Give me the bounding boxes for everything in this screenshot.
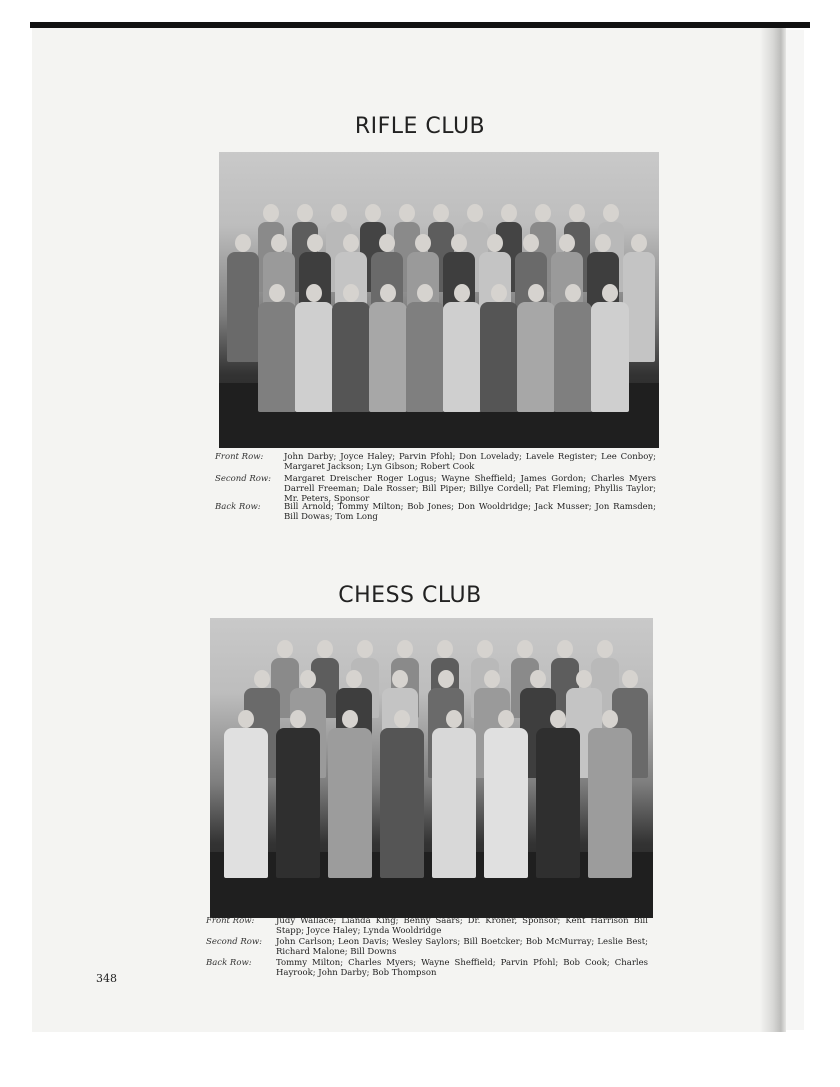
person-silhouette [332, 302, 370, 412]
person-head [550, 710, 566, 728]
person-head [269, 284, 285, 302]
rifle-front-row-names: John Darby; Joyce Haley; Parvin Pfohl; Don Lovelady; Lavele Register; Lee Conboy; Margaret Jackson; Lyn Gibson; Robert Cook [284, 452, 656, 472]
chess-club-title: CHESS CLUB [338, 583, 482, 608]
person-head [557, 640, 573, 658]
person-head [357, 640, 373, 658]
person-head [343, 234, 359, 252]
person-head [394, 710, 410, 728]
person-silhouette [328, 728, 372, 878]
person-head [491, 284, 507, 302]
person-head [306, 284, 322, 302]
person-silhouette [554, 302, 592, 412]
person-head [569, 204, 585, 222]
person-silhouette [406, 302, 444, 412]
person-silhouette [443, 302, 481, 412]
person-head [631, 234, 647, 252]
chess-back-row-label: Back Row: [206, 958, 252, 968]
person-head [438, 670, 454, 688]
person-head [397, 640, 413, 658]
person-head [235, 234, 251, 252]
rifle-club-title: RIFLE CLUB [354, 114, 486, 139]
person-head [254, 670, 270, 688]
person-head [263, 204, 279, 222]
person-head [559, 234, 575, 252]
chess-second-row-names: John Carlson; Leon Davis; Wesley Saylors; Bill Boetcker; Bob McMurray; Leslie Best; Richard Malone; Bill Downs [276, 937, 648, 957]
person-head [380, 284, 396, 302]
person-head [603, 204, 619, 222]
person-head [300, 670, 316, 688]
rifle-back-row-label: Back Row: [215, 502, 261, 512]
chess-second-row-label: Second Row: [206, 937, 263, 947]
person-head [331, 204, 347, 222]
person-head [392, 670, 408, 688]
person-silhouette [517, 302, 555, 412]
person-head [535, 204, 551, 222]
book-spine-shadow [760, 28, 786, 1032]
person-head [530, 670, 546, 688]
person-silhouette [432, 728, 476, 878]
chess-front-row-names: Judy Wallace; Lianda King; Benny Saars; Dr. Kroner, Sponsor; Kent Harrison Bill Stapp; Joyce Haley; Lynda Wooldridge [276, 916, 648, 936]
person-head [343, 284, 359, 302]
person-silhouette [276, 728, 320, 878]
person-head [602, 710, 618, 728]
person-silhouette [295, 302, 333, 412]
rifle-back-row-names: Bill Arnold; Tommy Milton; Bob Jones; Don Wooldridge; Jack Musser; Jon Ramsden; Bill Dowas; Tom Long [284, 502, 656, 522]
person-head [484, 670, 500, 688]
person-head [602, 284, 618, 302]
rifle-second-row-names: Margaret Dreischer Roger Logus; Wayne Sheffield; James Gordon; Charles Myers Darrell Freeman; Dale Rosser; Bill Piper; Billye Cordell; Pat Fleming; Phyllis Taylor; Mr. Peters, Sponsor [284, 474, 656, 504]
person-silhouette [258, 302, 296, 412]
person-head [317, 640, 333, 658]
person-head [576, 670, 592, 688]
person-head [433, 204, 449, 222]
page-number: 348 [96, 972, 117, 985]
person-silhouette [588, 728, 632, 878]
person-head [501, 204, 517, 222]
person-head [271, 234, 287, 252]
person-silhouette [591, 302, 629, 412]
person-head [498, 710, 514, 728]
person-head [565, 284, 581, 302]
person-head [238, 710, 254, 728]
person-silhouette [380, 728, 424, 878]
person-head [417, 284, 433, 302]
person-head [622, 670, 638, 688]
person-head [517, 640, 533, 658]
person-head [477, 640, 493, 658]
person-head [597, 640, 613, 658]
person-head [451, 234, 467, 252]
person-head [307, 234, 323, 252]
person-head [297, 204, 313, 222]
person-silhouette [224, 728, 268, 878]
person-head [379, 234, 395, 252]
facing-page-edge [786, 30, 804, 1030]
person-head [342, 710, 358, 728]
person-head [290, 710, 306, 728]
person-silhouette [369, 302, 407, 412]
person-silhouette [484, 728, 528, 878]
person-head [437, 640, 453, 658]
person-head [528, 284, 544, 302]
person-head [454, 284, 470, 302]
person-head [467, 204, 483, 222]
person-silhouette [536, 728, 580, 878]
chess-back-row-names: Tommy Milton; Charles Myers; Wayne Sheffield; Parvin Pfohl; Bob Cook; Charles Hayrook; John Darby; Bob Thompson [276, 958, 648, 978]
person-head [415, 234, 431, 252]
person-head [523, 234, 539, 252]
person-head [446, 710, 462, 728]
rifle-front-row-label: Front Row: [215, 452, 264, 462]
person-head [595, 234, 611, 252]
person-head [346, 670, 362, 688]
person-head [487, 234, 503, 252]
rifle-second-row-label: Second Row: [215, 474, 272, 484]
person-silhouette [227, 252, 259, 362]
chess-club-photo [210, 618, 653, 918]
person-head [277, 640, 293, 658]
rifle-club-photo [219, 152, 659, 448]
person-head [365, 204, 381, 222]
chess-front-row-label: Front Row: [206, 916, 255, 926]
person-head [399, 204, 415, 222]
person-silhouette [480, 302, 518, 412]
